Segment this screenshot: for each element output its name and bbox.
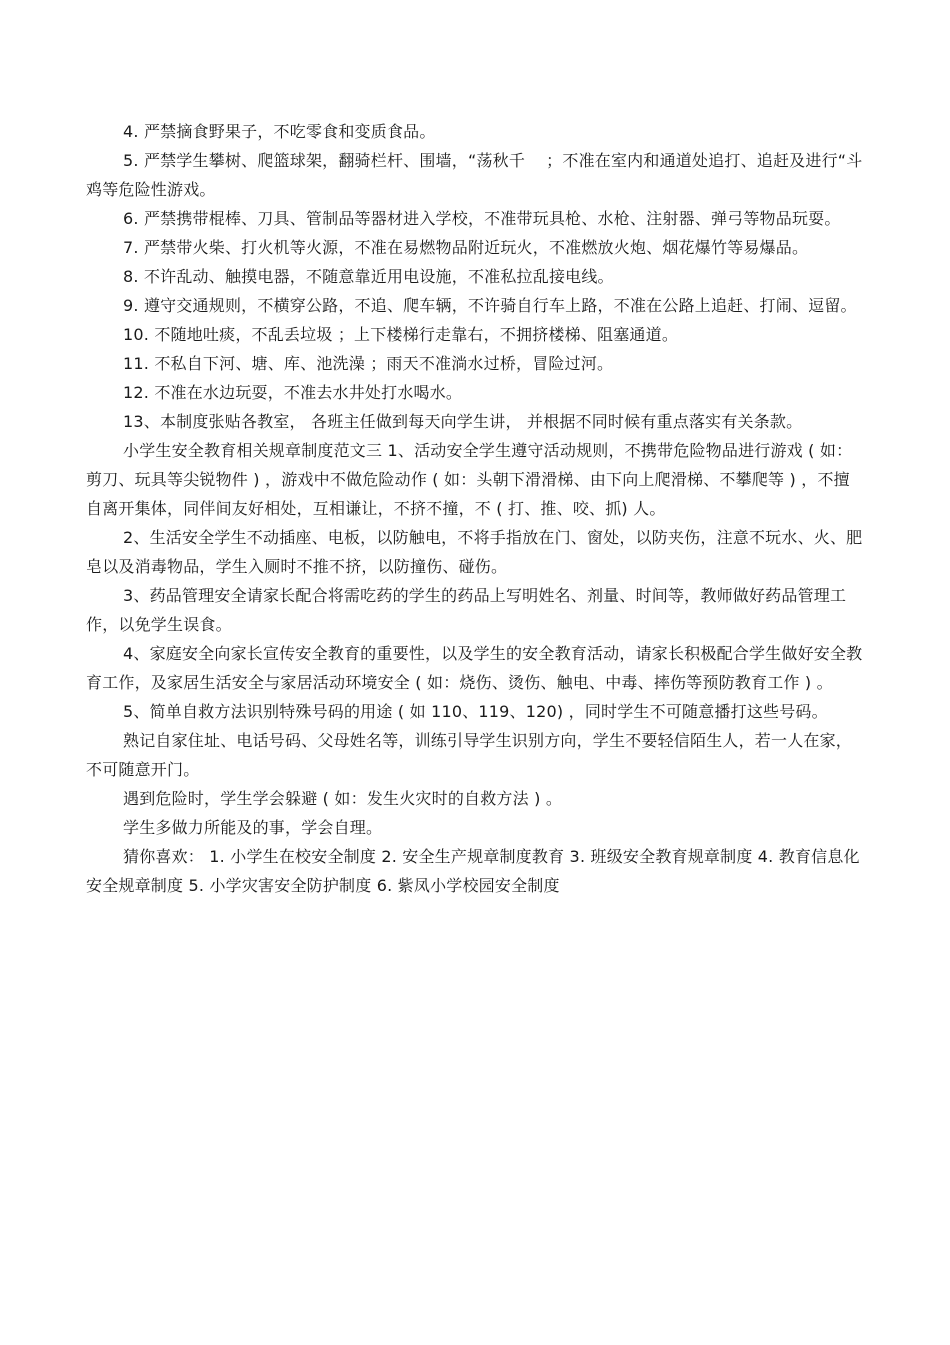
paragraph-living-safety: 2、生活安全学生不动插座、电板，以防触电，不将手指放在门、窗处，以防夹伤，注意不玩水、火、肥皂以及消毒物品，学生入厕时不推不挤，以防撞伤、碰伤。 — [86, 528, 863, 576]
paragraph-memorize-info: 熟记自家住址、电话号码、父母姓名等，训练引导学生识别方向，学生不要轻信陌生人，若一人在家，不可随意开门。 — [86, 731, 853, 779]
paragraph-rule-8: 8. 不许乱动、触摸电器，不随意靠近用电设施，不准私拉乱接电线。 — [123, 267, 614, 286]
paragraph-rule-10: 10. 不随地吐痰，不乱丢垃圾 ；上下楼梯行走靠右，不拥挤楼梯、阻塞通道。 — [123, 325, 679, 344]
paragraph-sample-three-activity: 小学生安全教育相关规章制度范文三 1、活动安全学生遵守活动规则，不携带危险物品进行游戏 ( 如：剪刀、玩具等尖锐物件 ) ，游戏中不做危险动作 ( 如：头朝下滑滑梯、由下向上爬滑梯、不攀爬等 ) ，不擅自离开集体，同伴间友好相处，互相谦让，不挤不撞，不 ( 打、推、咬、抓) 人。 — [86, 441, 853, 518]
paragraph-rule-6: 6. 严禁携带棍棒、刀具、管制品等器材进入学校，不准带玩具枪、水枪、注射器、弹弓等物品玩耍。 — [123, 209, 841, 228]
paragraph-rule-13: 13、本制度张贴各教室， 各班主任做到每天向学生讲， 并根据不同时候有重点落实有关条款。 — [123, 412, 803, 431]
paragraph-rule-7: 7. 严禁带火柴、打火机等火源，不准在易燃物品附近玩火，不准燃放火炮、烟花爆竹等易爆品。 — [123, 238, 809, 257]
paragraph-family-safety: 4、家庭安全向家长宣传安全教育的重要性，以及学生的安全教育活动，请家长积极配合学生做好安全教育工作，及家居生活安全与家居活动环境安全 ( 如：烧伤、烫伤、触电、中毒、摔伤等预防教育工作 ) 。 — [86, 644, 863, 692]
document-body — [86, 117, 866, 900]
paragraph-rule-9: 9. 遵守交通规则，不横穿公路，不追、爬车辆，不许骑自行车上路，不准在公路上追赶、打闹、逗留。 — [123, 296, 857, 315]
paragraph-medicine-safety: 3、药品管理安全请家长配合将需吃药的学生的药品上写明姓名、剂量、时间等，教师做好药品管理工作，以免学生误食。 — [86, 586, 847, 634]
paragraph-self-rescue: 5、简单自救方法识别特殊号码的用途 ( 如 110、119、120) ，同时学生不可随意播打这些号码。 — [123, 702, 828, 721]
paragraph-rule-11: 11. 不私自下河、塘、库、池洗澡 ；雨天不准淌水过桥，冒险过河。 — [123, 354, 614, 373]
paragraph-avoid-danger: 遇到危险时，学生学会躲避 ( 如：发生火灾时的自救方法 ) 。 — [123, 789, 563, 808]
paragraph-related-articles: 猜你喜欢： 1. 小学生在校安全制度 2. 安全生产规章制度教育 3. 班级安全教育规章制度 4. 教育信息化安全规章制度 5. 小学灾害安全防护制度 6. 紫凤小学校园安全制度 — [86, 847, 860, 895]
paragraph-rule-12: 12. 不准在水边玩耍，不准去水井处打水喝水。 — [123, 383, 463, 402]
paragraph-rule-4: 4. 严禁摘食野果子，不吃零食和变质食品。 — [123, 122, 436, 141]
paragraph-self-care: 学生多做力所能及的事，学会自理。 — [123, 818, 383, 837]
paragraph-rule-5: 5. 严禁学生攀树、爬篮球架，翻骑栏杆、围墙，“荡秋千 ；不准在室内和通道处追打、追赶及进行“斗鸡等危险性游戏。 — [86, 151, 863, 199]
